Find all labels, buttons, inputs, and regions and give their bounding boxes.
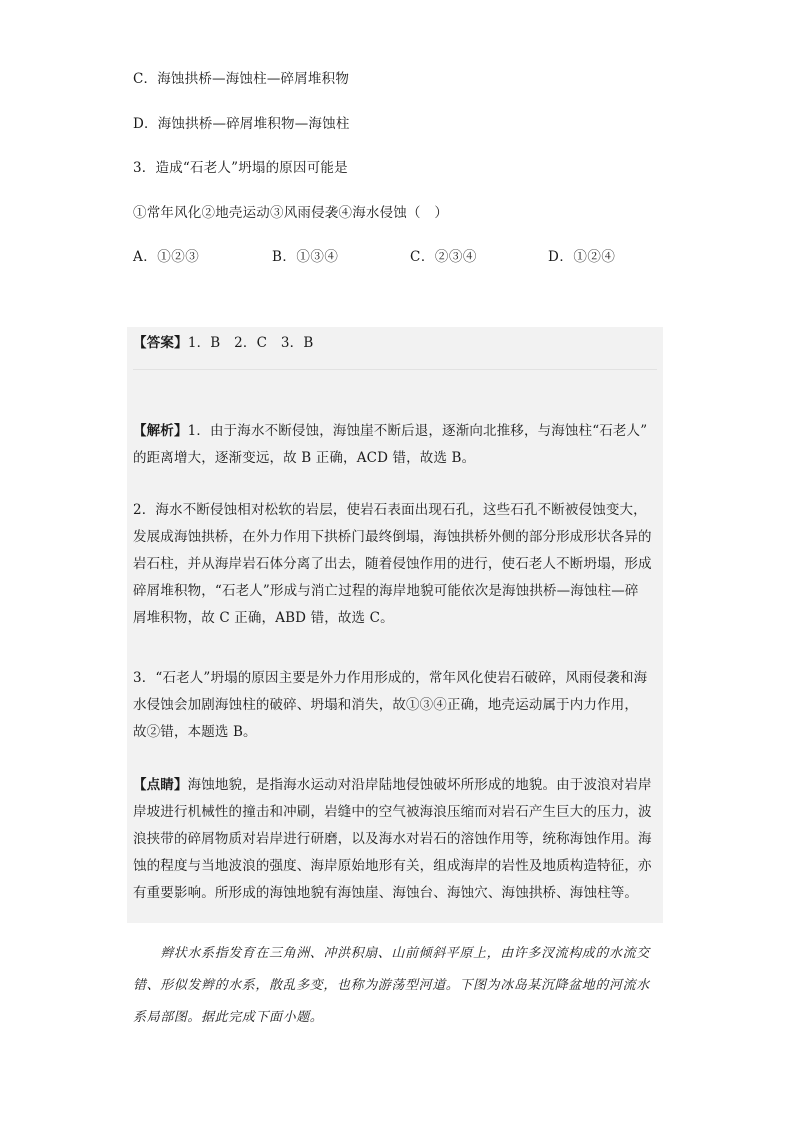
option-d-q3: D．①②④ (548, 249, 616, 265)
dianjing-line: 岸坡进行机械性的撞击和冲刷，岩缝中的空气被海浪压缩而对岩石产生巨大的压力，波 (133, 804, 652, 820)
analysis-paragraph-2 (133, 497, 663, 632)
analysis-p3-line: 故②错，本题选 B。 (133, 724, 257, 740)
answer-divider (133, 369, 657, 370)
intro-line: 错、形似发辫的水系，散乱多变，也称为游荡型河道。下图为冰岛某沉降盆地的河流水 (133, 978, 650, 993)
answer-line (133, 327, 663, 359)
option-b-q3: B．①③④ (272, 249, 339, 265)
answer-text: 1．B 2．C 3．B (187, 335, 314, 351)
analysis-p1-line: 1．由于海水不断侵蚀，海蚀崖不断后退，逐渐向北推移，与海蚀柱“石老人” (187, 423, 648, 439)
question-3-items: ①常年风化②地壳运动③风雨侵袭④海水侵蚀（ ） (133, 205, 449, 221)
question-3-stem: 3．造成“石老人”坍塌的原因可能是 (133, 160, 348, 176)
analysis-p2-line: 发展成海蚀拱桥，在外力作用下拱桥门最终倒塌，海蚀拱桥外侧的部分形成形状各异的 (133, 529, 652, 545)
analysis-p2-line: 碎屑堆积物，“石老人”形成与消亡过程的海岸地貌可能依次是海蚀拱桥—海蚀柱—碎 (133, 583, 639, 599)
analysis-p3-line: 3．“石老人”坍塌的原因主要是外力作用形成的，常年风化使岩石破碎，风雨侵袭和海 (133, 670, 648, 686)
answer-label: 【答案】 (133, 335, 188, 351)
dianjing-paragraph (133, 772, 663, 907)
dianjing-label: 【点睛】 (133, 777, 188, 793)
option-a-q3: A．①②③ (133, 249, 200, 265)
intro-line: 辫状水系指发育在三角洲、冲洪积扇、山前倾斜平原上，由许多汊流构成的水流交 (133, 946, 650, 961)
analysis-p2-line: 屑堆积物，故 C 正确，ABD 错，故选 C。 (133, 610, 394, 626)
next-question-intro (133, 938, 663, 1034)
option-c-q2: C．海蚀拱桥—海蚀柱—碎屑堆积物 (133, 71, 350, 87)
analysis-paragraph-3 (133, 665, 663, 746)
dianjing-line: 海蚀地貌，是指海水运动对沿岸陆地侵蚀破坏所形成的地貌。由于波浪对岩岸 (187, 777, 652, 793)
dianjing-line: 蚀的程度与当地波浪的强度、海岸原始地形有关，组成海岸的岩性及地质构造特征，亦 (133, 858, 652, 874)
option-c-q3: C．②③④ (410, 249, 477, 265)
analysis-p2-line: 岩石柱，并从海岸岩石体分离了出去，随着侵蚀作用的进行，使石老人不断坍塌，形成 (133, 556, 652, 572)
intro-line: 系局部图。据此完成下面小题。 (133, 1010, 324, 1025)
analysis-p1-line: 的距离增大，逐渐变远，故 B 正确，ACD 错，故选 B。 (133, 450, 476, 466)
analysis-label: 【解析】 (133, 423, 188, 439)
dianjing-line: 有重要影响。所形成的海蚀地貌有海蚀崖、海蚀台、海蚀穴、海蚀拱桥、海蚀柱等。 (133, 885, 639, 901)
analysis-p2-line: 2．海水不断侵蚀相对松软的岩层，使岩石表面出现石孔，这些石孔不断被侵蚀变大， (133, 502, 647, 518)
dianjing-line: 浪挟带的碎屑物质对岩岸进行研磨，以及海水对岩石的溶蚀作用等，统称海蚀作用。海 (133, 831, 652, 847)
option-d-q2: D．海蚀拱桥—碎屑堆积物—海蚀柱 (133, 116, 350, 132)
analysis-paragraph-1 (133, 418, 663, 472)
analysis-p3-line: 水侵蚀会加剧海蚀柱的破碎、坍塌和消失，故①③④正确，地壳运动属于内力作用， (133, 697, 639, 713)
